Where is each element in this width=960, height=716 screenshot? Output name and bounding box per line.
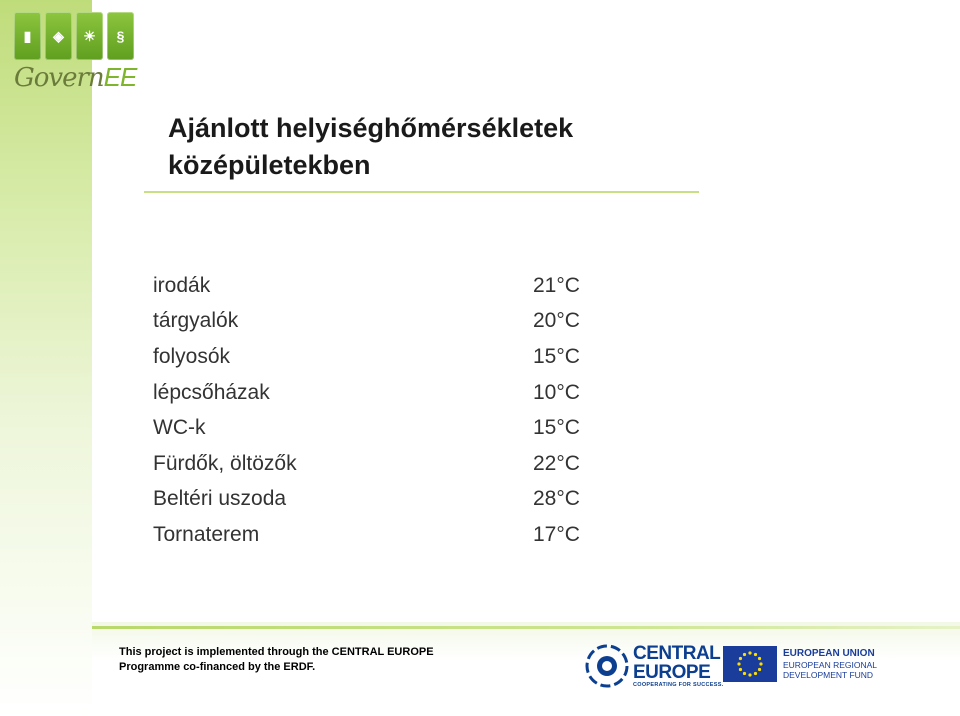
room-name: Beltéri uszoda xyxy=(153,487,287,511)
governee-logo xyxy=(14,12,136,98)
logo-tiles xyxy=(14,12,136,60)
title-underline xyxy=(144,191,699,193)
room-name: folyosók xyxy=(153,344,231,368)
room-temperature: 21°C xyxy=(533,273,580,297)
left-decor-strip xyxy=(0,0,92,716)
room-temperature: 22°C xyxy=(533,451,580,475)
eu-flag-icon xyxy=(723,646,777,682)
room-temperature: 28°C xyxy=(533,487,580,511)
temperature-row xyxy=(153,375,613,411)
temperature-row xyxy=(153,482,613,518)
eu-star-icon xyxy=(758,657,761,660)
room-temperature: 15°C xyxy=(533,416,580,440)
ce-line-1: CENTRAL xyxy=(633,643,721,664)
room-name: irodák xyxy=(153,273,211,297)
room-name: tárgyalók xyxy=(153,309,239,333)
eu-line-2: EUROPEAN REGIONAL xyxy=(783,660,877,670)
temperature-row xyxy=(153,268,613,304)
footer-line-2: Programme co-financed by the ERDF. xyxy=(119,661,316,673)
eu-star-icon xyxy=(737,662,740,665)
room-temperature: 17°C xyxy=(533,522,580,546)
central-europe-emblem-icon xyxy=(585,644,629,688)
footer-divider xyxy=(92,626,960,629)
room-temperature: 15°C xyxy=(533,344,580,368)
temperature-row xyxy=(153,446,613,482)
eu-star-icon xyxy=(759,662,762,665)
logo-wordmark-suffix: EE xyxy=(103,62,137,92)
eu-star-icon xyxy=(748,673,751,676)
leaf-icon: ◈ xyxy=(45,12,72,60)
eu-line-1: EUROPEAN UNION xyxy=(783,648,875,659)
temperature-row xyxy=(153,410,613,446)
temperature-row xyxy=(153,304,613,340)
paragraph-icon: § xyxy=(107,12,134,60)
temperature-row xyxy=(153,339,613,375)
logo-wordmark xyxy=(14,62,136,93)
room-name: Tornaterem xyxy=(153,522,260,546)
eu-star-icon xyxy=(754,672,757,675)
room-name: lépcsőházak xyxy=(153,380,270,404)
eu-star-icon xyxy=(743,653,746,656)
eu-star-icon xyxy=(743,672,746,675)
sun-icon: ☀ xyxy=(76,12,103,60)
logo-wordmark-main: Govern xyxy=(14,63,104,93)
eu-star-icon xyxy=(758,668,761,671)
room-name: WC-k xyxy=(153,416,206,440)
slide-title: Ajánlott helyiséghőmérsékletek középületekben xyxy=(168,113,574,180)
room-temperature: 20°C xyxy=(533,309,580,333)
room-temperature: 10°C xyxy=(533,380,580,404)
central-europe-logo xyxy=(585,644,724,688)
footer-note xyxy=(119,645,449,675)
building-icon: ▮ xyxy=(14,12,41,60)
eu-star-icon xyxy=(754,653,757,656)
ce-line-2: EUROPE xyxy=(633,662,711,683)
temperature-row xyxy=(153,517,613,553)
eu-star-icon xyxy=(748,651,751,654)
footer-line-1: This project is implemented through the CENTRAL EUROPE xyxy=(119,646,434,658)
eu-star-icon xyxy=(739,657,742,660)
room-name: Fürdők, öltözők xyxy=(153,451,297,475)
ce-tagline: COOPERATING FOR SUCCESS. xyxy=(633,682,724,688)
eu-erdf-logo xyxy=(723,646,877,682)
eu-star-icon xyxy=(739,668,742,671)
eu-line-3: DEVELOPMENT FUND xyxy=(783,670,874,680)
temperature-list xyxy=(153,268,613,553)
